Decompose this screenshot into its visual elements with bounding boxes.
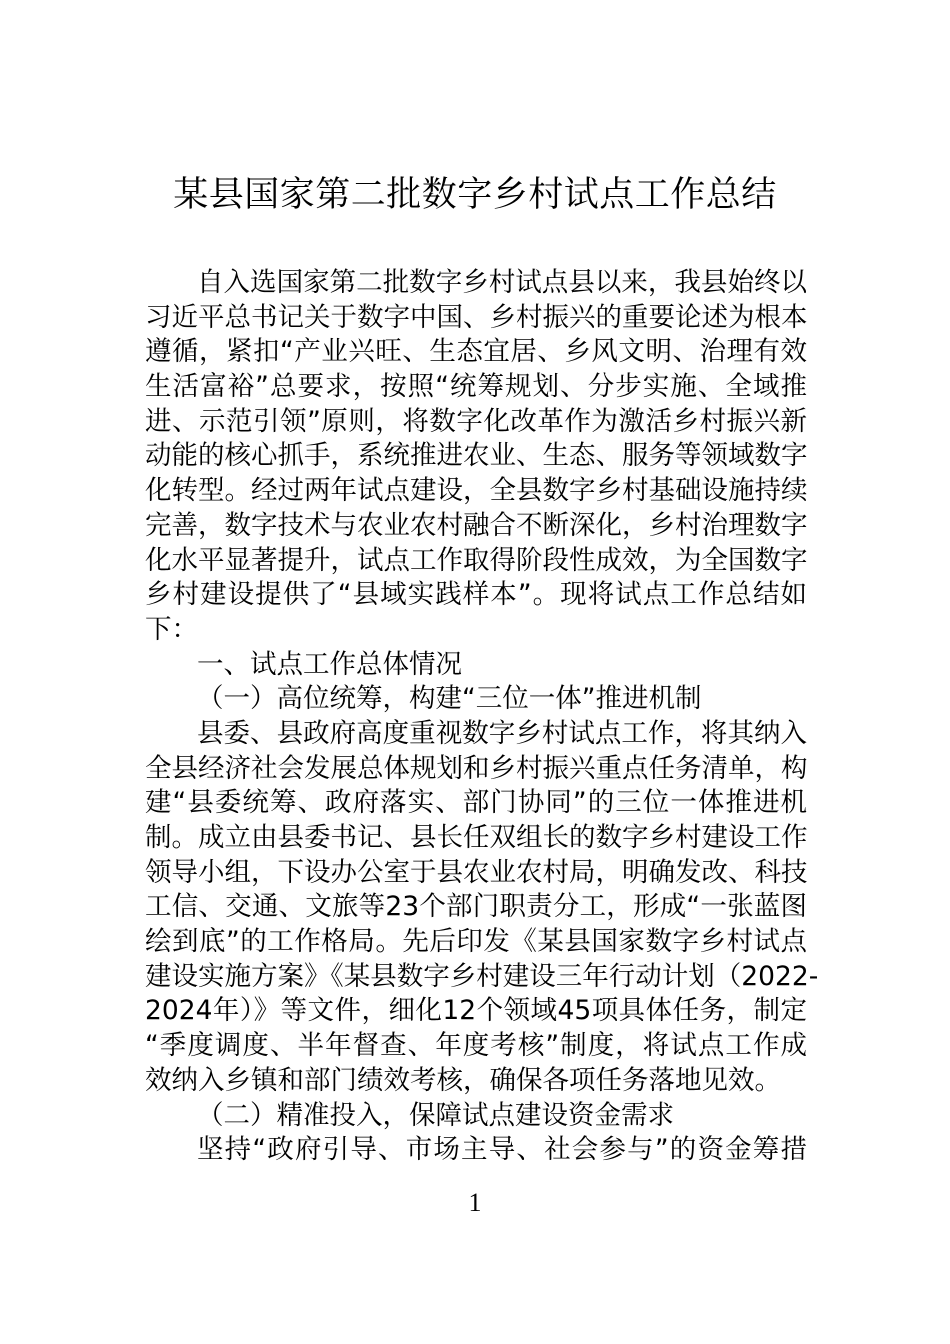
text-line: 县委、县政府高度重视数字乡村试点工作，将其纳入 (197, 717, 807, 749)
text-line: 制。成立由县委书记、县长任双组长的数字乡村建设工作 (145, 822, 808, 853)
text-line: 全县经济社会发展总体规划和乡村振兴重点任务清单，构 (145, 752, 808, 784)
text-line: 完善，数字技术与农业农村融合不断深化，乡村治理数字 (145, 509, 808, 541)
text-line: 领导小组，下设办公室于县农业农村局，明确发改、科技 (145, 856, 808, 888)
text-line: 化转型。经过两年试点建设，全县数字乡村基础设施持续 (145, 475, 808, 507)
text-line: 建“县委统筹、政府落实、部门协同”的三位一体推进机 (145, 787, 807, 819)
paragraph (145, 717, 819, 1099)
section-heading (145, 682, 807, 717)
document-body (145, 266, 819, 1168)
section-heading (145, 648, 807, 683)
text-line: 动能的核心抓手，系统推进农业、生态、服务等领域数字 (145, 440, 808, 472)
paragraph (145, 1133, 807, 1168)
text-line: 下： (145, 613, 198, 645)
text-line: 效纳入乡镇和部门绩效考核，确保各项任务落地见效。 (145, 1064, 781, 1096)
page-number: 1 (468, 1188, 482, 1217)
text-line: 遵循，紧扣“产业兴旺、生态宜居、乡风文明、治理有效 (145, 336, 807, 368)
text-line: 工信、交通、文旅等23个部门职责分工，形成“一张蓝图 (145, 891, 807, 923)
document-title: 某县国家第二批数字乡村试点工作总结 (173, 175, 777, 215)
text-line: 乡村建设提供了“县域实践样本”。现将试点工作总结如 (145, 579, 807, 611)
text-line: 化水平显著提升，试点工作取得阶段性成效，为全国数字 (145, 544, 808, 576)
paragraph (145, 266, 807, 648)
text-line: “季度调度、半年督查、年度考核”制度，将试点工作成 (145, 1030, 807, 1062)
text-line: （一）高位统筹，构建“三位一体”推进机制 (197, 683, 702, 715)
text-line: 一、试点工作总体情况 (197, 648, 462, 680)
text-line: （二）精准投入，保障试点建设资金需求 (197, 1099, 674, 1131)
text-line: 绘到底”的工作格局。先后印发《某县国家数字乡村试点 (145, 926, 807, 958)
text-line: 2024年）》等文件，细化12个领域45项具体任务，制定 (145, 995, 807, 1027)
text-line: 生活富裕”总要求，按照“统筹规划、分步实施、全域推 (145, 371, 807, 403)
text-line: 自入选国家第二批数字乡村试点县以来，我县始终以 (197, 267, 807, 298)
text-line: 建设实施方案》《某县数字乡村建设三年行动计划（2022- (145, 960, 819, 992)
text-line: 进、示范引领”原则，将数字化改革作为激活乡村振兴新 (145, 405, 807, 437)
text-line: 习近平总书记关于数字中国、乡村振兴的重要论述为根本 (145, 301, 808, 333)
section-heading (145, 1099, 807, 1134)
text-line: 坚持“政府引导、市场主导、社会参与”的资金筹措 (197, 1134, 807, 1166)
